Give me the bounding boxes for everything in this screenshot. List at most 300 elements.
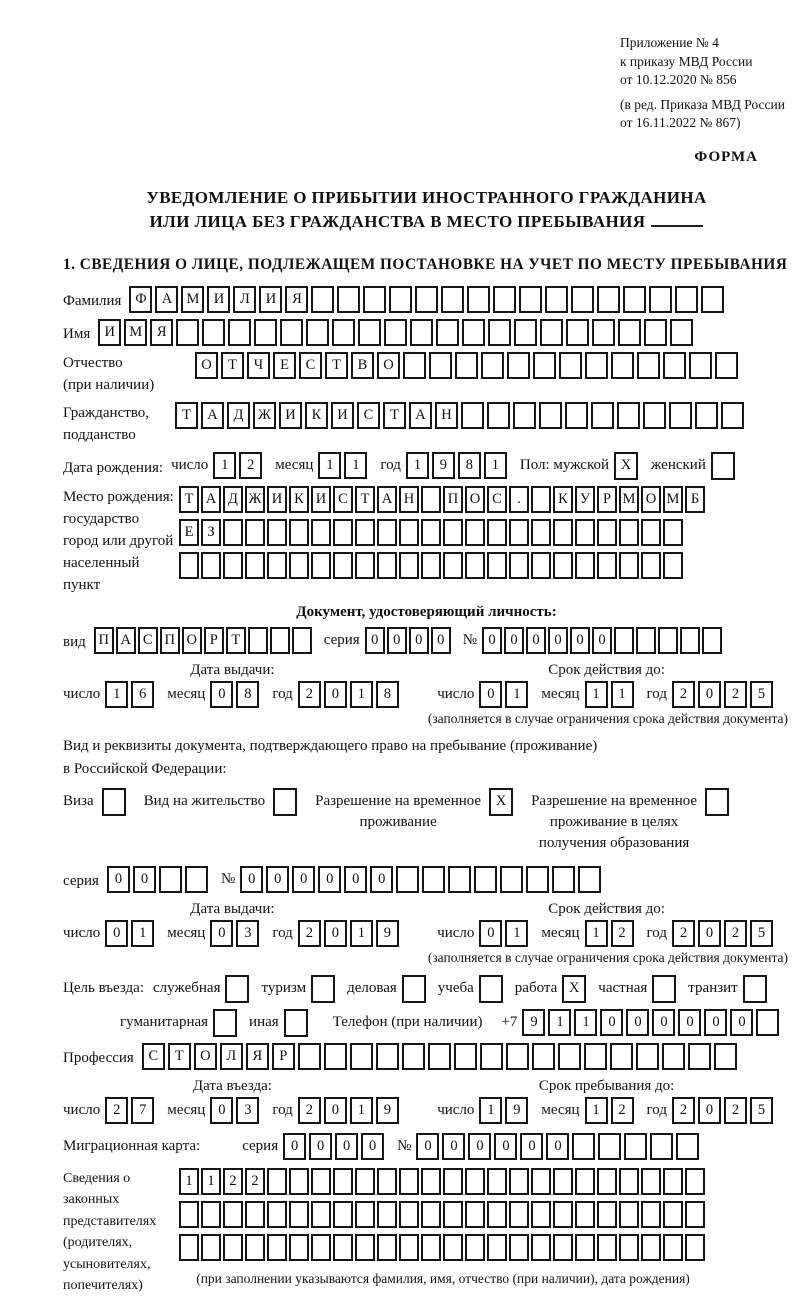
purpose-humanitarian-checkbox[interactable] <box>213 1009 240 1037</box>
cell[interactable]: 1 <box>611 681 634 708</box>
cell[interactable] <box>641 519 661 546</box>
cell[interactable] <box>652 975 676 1003</box>
cell[interactable] <box>688 1043 711 1070</box>
cell[interactable] <box>685 1201 705 1228</box>
permit-series-cells[interactable] <box>107 866 211 893</box>
cell[interactable]: С <box>142 1043 165 1070</box>
cell[interactable] <box>201 1234 221 1261</box>
cell[interactable]: 9 <box>505 1097 528 1124</box>
cell[interactable]: 2 <box>672 681 695 708</box>
cell[interactable]: 0 <box>416 1133 439 1160</box>
cell[interactable] <box>289 552 309 579</box>
cell[interactable] <box>509 552 529 579</box>
doc-type-cells[interactable] <box>94 627 314 654</box>
cell[interactable] <box>267 1168 287 1195</box>
cell[interactable] <box>421 552 441 579</box>
cell[interactable]: 0 <box>210 920 233 947</box>
cell[interactable]: А <box>116 627 136 654</box>
cell[interactable] <box>280 319 303 346</box>
cell[interactable]: 0 <box>409 627 429 654</box>
cell[interactable] <box>311 1201 331 1228</box>
cell[interactable]: И <box>279 402 302 429</box>
cell[interactable]: М <box>663 486 683 513</box>
cell[interactable] <box>619 552 639 579</box>
cell[interactable] <box>228 319 251 346</box>
birth-year-cells[interactable] <box>406 452 510 479</box>
cell[interactable]: Ж <box>245 486 265 513</box>
cell[interactable]: Т <box>175 402 198 429</box>
cell[interactable]: 1 <box>585 920 608 947</box>
cell[interactable]: 0 <box>494 1133 517 1160</box>
cell[interactable] <box>201 1201 221 1228</box>
cell[interactable] <box>436 319 459 346</box>
cell[interactable]: 0 <box>335 1133 358 1160</box>
purpose-transit-checkbox[interactable] <box>743 975 770 1003</box>
cell[interactable] <box>254 319 277 346</box>
cell[interactable] <box>619 519 639 546</box>
cell[interactable]: 2 <box>223 1168 243 1195</box>
cell[interactable] <box>465 519 485 546</box>
cell[interactable] <box>428 1043 451 1070</box>
cell[interactable]: 1 <box>505 681 528 708</box>
cell[interactable] <box>553 1234 573 1261</box>
cell[interactable] <box>355 552 375 579</box>
cell[interactable]: 2 <box>298 1097 321 1124</box>
cell[interactable]: 8 <box>458 452 481 479</box>
cell[interactable] <box>514 319 537 346</box>
cell[interactable] <box>558 1043 581 1070</box>
cell[interactable] <box>454 1043 477 1070</box>
migration-series-cells[interactable] <box>283 1133 387 1160</box>
stay-year-cells[interactable] <box>672 1097 776 1124</box>
cell[interactable] <box>575 552 595 579</box>
cell[interactable]: 2 <box>298 681 321 708</box>
cell[interactable]: 2 <box>724 1097 747 1124</box>
profession-cells[interactable] <box>142 1043 740 1070</box>
cell[interactable] <box>377 1234 397 1261</box>
cell[interactable] <box>619 1234 639 1261</box>
female-checkbox[interactable] <box>711 452 738 480</box>
cell[interactable] <box>467 286 490 313</box>
cell[interactable] <box>559 352 582 379</box>
cell[interactable]: 1 <box>406 452 429 479</box>
cell[interactable] <box>421 1234 441 1261</box>
birthplace-cells-row2[interactable] <box>179 519 707 546</box>
cell[interactable]: Л <box>220 1043 243 1070</box>
permit-issue-year-cells[interactable] <box>298 920 402 947</box>
doc-issue-month-cells[interactable] <box>210 681 262 708</box>
cell[interactable]: 0 <box>592 627 612 654</box>
cell[interactable] <box>223 519 243 546</box>
cell[interactable] <box>176 319 199 346</box>
cell[interactable]: 0 <box>431 627 451 654</box>
cell[interactable] <box>355 519 375 546</box>
cell[interactable]: И <box>259 286 282 313</box>
cell[interactable]: М <box>181 286 204 313</box>
cell[interactable] <box>584 1043 607 1070</box>
cell[interactable]: 1 <box>350 1097 373 1124</box>
cell[interactable]: Д <box>227 402 250 429</box>
cell[interactable]: 0 <box>482 627 502 654</box>
cell[interactable] <box>201 552 221 579</box>
cell[interactable] <box>591 402 614 429</box>
cell[interactable]: 0 <box>210 681 233 708</box>
cell[interactable] <box>332 319 355 346</box>
visa-checkbox[interactable] <box>102 788 129 816</box>
cell[interactable]: 1 <box>179 1168 199 1195</box>
cell[interactable]: 3 <box>236 920 259 947</box>
cell[interactable]: 8 <box>376 681 399 708</box>
cell[interactable]: 1 <box>484 452 507 479</box>
cell[interactable] <box>363 286 386 313</box>
cell[interactable] <box>575 1201 595 1228</box>
cell[interactable]: 0 <box>698 681 721 708</box>
surname-cells[interactable] <box>129 286 727 313</box>
cell[interactable] <box>531 1168 551 1195</box>
cell[interactable]: П <box>443 486 463 513</box>
cell[interactable]: 0 <box>107 866 130 893</box>
cell[interactable]: 1 <box>350 681 373 708</box>
cell[interactable]: Т <box>179 486 199 513</box>
cell[interactable] <box>102 788 126 816</box>
cell[interactable] <box>223 1201 243 1228</box>
cell[interactable] <box>267 1234 287 1261</box>
cell[interactable]: . <box>509 486 529 513</box>
cell[interactable]: Ж <box>253 402 276 429</box>
cell[interactable]: 5 <box>750 681 773 708</box>
entry-month-cells[interactable] <box>210 1097 262 1124</box>
cell[interactable] <box>355 1234 375 1261</box>
cell[interactable] <box>324 1043 347 1070</box>
cell[interactable] <box>443 1201 463 1228</box>
cell[interactable]: В <box>351 352 374 379</box>
cell[interactable] <box>650 1133 673 1160</box>
cell[interactable]: 0 <box>210 1097 233 1124</box>
cell[interactable]: 9 <box>376 1097 399 1124</box>
cell[interactable] <box>248 627 268 654</box>
cell[interactable]: А <box>201 486 221 513</box>
cell[interactable]: Т <box>226 627 246 654</box>
cell[interactable] <box>565 402 588 429</box>
cell[interactable]: 0 <box>266 866 289 893</box>
cell[interactable] <box>705 788 729 816</box>
cell[interactable]: С <box>487 486 507 513</box>
cell[interactable] <box>270 627 290 654</box>
cell[interactable]: 0 <box>730 1009 753 1036</box>
cell[interactable] <box>245 552 265 579</box>
cell[interactable] <box>663 352 686 379</box>
permit-expiry-year-cells[interactable] <box>672 920 776 947</box>
cell[interactable]: Е <box>273 352 296 379</box>
cell[interactable]: 1 <box>505 920 528 947</box>
cell[interactable]: К <box>553 486 573 513</box>
cell[interactable]: К <box>305 402 328 429</box>
cell[interactable]: 2 <box>239 452 262 479</box>
cell[interactable]: 0 <box>292 866 315 893</box>
cell[interactable] <box>531 519 551 546</box>
cell[interactable]: Я <box>285 286 308 313</box>
cell[interactable]: 2 <box>724 681 747 708</box>
cell[interactable] <box>540 319 563 346</box>
cell[interactable]: 5 <box>750 1097 773 1124</box>
cell[interactable] <box>487 402 510 429</box>
cell[interactable] <box>624 1133 647 1160</box>
cell[interactable] <box>597 519 617 546</box>
representatives-cells-row1[interactable] <box>179 1168 707 1195</box>
cell[interactable] <box>311 519 331 546</box>
cell[interactable]: Т <box>383 402 406 429</box>
entry-day-cells[interactable] <box>105 1097 157 1124</box>
cell[interactable] <box>513 402 536 429</box>
cell[interactable] <box>531 552 551 579</box>
cell[interactable]: Н <box>435 402 458 429</box>
cell[interactable] <box>377 1168 397 1195</box>
cell[interactable] <box>455 352 478 379</box>
cell[interactable] <box>685 1168 705 1195</box>
cell[interactable] <box>422 866 445 893</box>
doc-issue-day-cells[interactable] <box>105 681 157 708</box>
cell[interactable] <box>509 1201 529 1228</box>
cell[interactable] <box>465 1168 485 1195</box>
cell[interactable] <box>225 975 249 1003</box>
cell[interactable] <box>575 1234 595 1261</box>
cell[interactable]: 0 <box>324 681 347 708</box>
cell[interactable]: 0 <box>704 1009 727 1036</box>
permit-issue-day-cells[interactable] <box>105 920 157 947</box>
cell[interactable] <box>507 352 530 379</box>
cell[interactable] <box>575 519 595 546</box>
birthplace-cells-row1[interactable] <box>179 486 707 513</box>
cell[interactable]: А <box>155 286 178 313</box>
cell[interactable] <box>399 1168 419 1195</box>
cell[interactable] <box>636 1043 659 1070</box>
cell[interactable]: О <box>377 352 400 379</box>
cell[interactable]: 6 <box>131 681 154 708</box>
cell[interactable] <box>509 519 529 546</box>
cell[interactable] <box>487 1168 507 1195</box>
stay-day-cells[interactable] <box>479 1097 531 1124</box>
cell[interactable] <box>389 286 412 313</box>
cell[interactable] <box>462 319 485 346</box>
cell[interactable] <box>623 286 646 313</box>
cell[interactable] <box>670 319 693 346</box>
cell[interactable]: 2 <box>611 1097 634 1124</box>
cell[interactable]: 2 <box>611 920 634 947</box>
birthplace-cells-row3[interactable] <box>179 552 707 579</box>
cell[interactable] <box>662 1043 685 1070</box>
cell[interactable] <box>465 1201 485 1228</box>
cell[interactable] <box>448 866 471 893</box>
cell[interactable]: 0 <box>600 1009 623 1036</box>
cell[interactable]: 7 <box>131 1097 154 1124</box>
phone-cells[interactable] <box>522 1009 782 1036</box>
cell[interactable] <box>539 402 562 429</box>
doc-issue-year-cells[interactable] <box>298 681 402 708</box>
cell[interactable] <box>399 552 419 579</box>
cell[interactable]: Р <box>272 1043 295 1070</box>
cell[interactable] <box>702 627 722 654</box>
cell[interactable]: 1 <box>213 452 236 479</box>
cell[interactable] <box>610 1043 633 1070</box>
cell[interactable] <box>306 319 329 346</box>
cell[interactable] <box>185 866 208 893</box>
cell[interactable] <box>649 286 672 313</box>
cell[interactable] <box>223 1234 243 1261</box>
cell[interactable] <box>695 402 718 429</box>
cell[interactable]: 0 <box>283 1133 306 1160</box>
cell[interactable]: О <box>641 486 661 513</box>
cell[interactable] <box>245 1234 265 1261</box>
cell[interactable] <box>289 1168 309 1195</box>
cell[interactable] <box>402 1043 425 1070</box>
cell[interactable]: 0 <box>479 920 502 947</box>
cell[interactable] <box>179 552 199 579</box>
cell[interactable]: С <box>357 402 380 429</box>
cell[interactable] <box>669 402 692 429</box>
birth-day-cells[interactable] <box>213 452 265 479</box>
cell[interactable]: 0 <box>520 1133 543 1160</box>
cell[interactable]: 1 <box>131 920 154 947</box>
cell[interactable]: Н <box>399 486 419 513</box>
cell[interactable]: 0 <box>318 866 341 893</box>
cell[interactable] <box>597 552 617 579</box>
cell[interactable] <box>289 1234 309 1261</box>
cell[interactable] <box>680 627 700 654</box>
cell[interactable] <box>685 1234 705 1261</box>
cell[interactable] <box>756 1009 779 1036</box>
cell[interactable]: А <box>377 486 397 513</box>
cell[interactable]: 0 <box>626 1009 649 1036</box>
cell[interactable] <box>571 286 594 313</box>
cell[interactable] <box>509 1234 529 1261</box>
cell[interactable] <box>377 519 397 546</box>
cell[interactable]: 1 <box>585 1097 608 1124</box>
cell[interactable]: 0 <box>361 1133 384 1160</box>
cell[interactable] <box>592 319 615 346</box>
cell[interactable] <box>421 486 441 513</box>
permit-expiry-day-cells[interactable] <box>479 920 531 947</box>
cell[interactable] <box>531 1201 551 1228</box>
cell[interactable] <box>384 319 407 346</box>
cell[interactable]: 1 <box>585 681 608 708</box>
cell[interactable] <box>641 1201 661 1228</box>
cell[interactable] <box>619 1201 639 1228</box>
cell[interactable] <box>663 552 683 579</box>
doc-series-cells[interactable] <box>365 627 453 654</box>
cell[interactable]: 0 <box>526 627 546 654</box>
cell[interactable]: 0 <box>698 1097 721 1124</box>
purpose-commercial-checkbox[interactable] <box>402 975 429 1003</box>
cell[interactable] <box>487 1234 507 1261</box>
cell[interactable] <box>355 1168 375 1195</box>
cell[interactable] <box>715 352 738 379</box>
cell[interactable] <box>636 627 656 654</box>
cell[interactable]: 1 <box>574 1009 597 1036</box>
cell[interactable] <box>399 1234 419 1261</box>
cell[interactable] <box>526 866 549 893</box>
cell[interactable]: И <box>331 402 354 429</box>
cell[interactable] <box>465 1234 485 1261</box>
purpose-other-checkbox[interactable] <box>284 1009 311 1037</box>
cell[interactable]: О <box>465 486 485 513</box>
residence-permit-checkbox[interactable] <box>273 788 300 816</box>
cell[interactable]: 9 <box>376 920 399 947</box>
cell[interactable] <box>487 1201 507 1228</box>
cell[interactable]: 1 <box>350 920 373 947</box>
cell[interactable] <box>410 319 433 346</box>
entry-year-cells[interactable] <box>298 1097 402 1124</box>
cell[interactable]: 8 <box>236 681 259 708</box>
cell[interactable] <box>337 286 360 313</box>
cell[interactable] <box>676 1133 699 1160</box>
cell[interactable]: 3 <box>236 1097 259 1124</box>
cell[interactable] <box>641 552 661 579</box>
cell[interactable] <box>611 352 634 379</box>
cell[interactable]: 0 <box>548 627 568 654</box>
cell[interactable] <box>443 552 463 579</box>
cell[interactable] <box>619 1168 639 1195</box>
cell[interactable] <box>461 402 484 429</box>
cell[interactable] <box>273 788 297 816</box>
cell[interactable]: 0 <box>387 627 407 654</box>
cell[interactable]: С <box>333 486 353 513</box>
edu-temp-residence-permit-checkbox[interactable] <box>705 788 732 816</box>
cell[interactable] <box>333 1201 353 1228</box>
stay-month-cells[interactable] <box>585 1097 637 1124</box>
cell[interactable] <box>399 519 419 546</box>
cell[interactable]: Т <box>325 352 348 379</box>
cell[interactable]: О <box>195 352 218 379</box>
cell[interactable]: Л <box>233 286 256 313</box>
cell[interactable] <box>641 1234 661 1261</box>
cell[interactable] <box>284 1009 308 1037</box>
cell[interactable] <box>493 286 516 313</box>
cell[interactable] <box>597 1201 617 1228</box>
cell[interactable]: 5 <box>750 920 773 947</box>
cell[interactable]: У <box>575 486 595 513</box>
cell[interactable]: К <box>289 486 309 513</box>
cell[interactable]: Т <box>355 486 375 513</box>
cell[interactable] <box>566 319 589 346</box>
cell[interactable] <box>500 866 523 893</box>
cell[interactable]: Ч <box>247 352 270 379</box>
birth-month-cells[interactable] <box>318 452 370 479</box>
cell[interactable] <box>311 975 335 1003</box>
cell[interactable]: П <box>160 627 180 654</box>
cell[interactable] <box>533 352 556 379</box>
cell[interactable]: 2 <box>672 920 695 947</box>
cell[interactable]: 0 <box>365 627 385 654</box>
cell[interactable] <box>701 286 724 313</box>
cell[interactable]: Т <box>168 1043 191 1070</box>
cell[interactable]: О <box>194 1043 217 1070</box>
cell[interactable] <box>585 352 608 379</box>
cell[interactable] <box>267 552 287 579</box>
cell[interactable] <box>675 286 698 313</box>
cell[interactable] <box>429 352 452 379</box>
cell[interactable]: 0 <box>546 1133 569 1160</box>
cell[interactable]: Т <box>221 352 244 379</box>
firstname-cells[interactable] <box>98 319 696 346</box>
cell[interactable] <box>377 1201 397 1228</box>
cell[interactable]: А <box>409 402 432 429</box>
cell[interactable] <box>575 1168 595 1195</box>
cell[interactable] <box>643 402 666 429</box>
cell[interactable] <box>474 866 497 893</box>
purpose-tourism-checkbox[interactable] <box>311 975 338 1003</box>
cell[interactable]: 2 <box>105 1097 128 1124</box>
cell[interactable] <box>443 519 463 546</box>
